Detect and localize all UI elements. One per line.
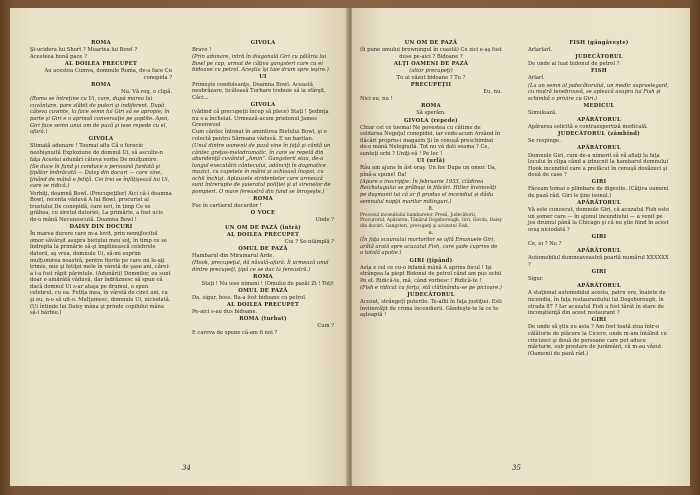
text-paragraph: Da, sigur, boss. Ba-a fost bidoane cu petrol. — [192, 294, 307, 301]
text-paragraph: Chiar cel ce toemai Ne povestea cu câtime de soldarea Negoţul conopidei, iar vede-acum Arzând în flăcări propriu-i magazin Şi în cenuşă preschimbat de-o mână Nelegiuită. Tot nu vă dati seama ? Ce, sunteţi orbi ? Uniţi-vă ! Pe loc ! — [360, 124, 501, 157]
text-paragraph: Şi-ucidera lui Short ? Moartea lui Bowl ? — [30, 47, 138, 54]
text-paragraph: Cum cântec întonat în amintirea Bietului Bowl, şi o colectă pentru Sărmana văduvă. E un baritan. — [192, 129, 327, 142]
speaker-name: GIVOLA (repede) — [403, 117, 459, 124]
speaker-name: APĂRĂTORUL — [577, 283, 621, 290]
text-paragraph: Vă este cunoscut, domnule Giri, că acuzatul Fish este un şomer care — în ajunul incendiului — a venit pe jos drumul până la Chicago şi că nu ştie fiind în acest oraş niciodată ? — [528, 207, 670, 234]
text-paragraph: Tu ai văzut bidoane ? Tu ? — [396, 74, 466, 81]
text-paragraph: Acesteea bună pace ? — [30, 54, 87, 61]
speaker-name: ROMA — [421, 103, 441, 110]
text-paragraph: Ce, ei ? Nu ? — [528, 241, 562, 248]
left-page-column-2 — [192, 40, 334, 338]
speaker-name: APĂRĂTORUL — [577, 200, 621, 207]
speaker-name: UI — [259, 74, 267, 81]
text-paragraph: E careva de spune că-am fi noi ? — [192, 330, 278, 337]
text-paragraph: Nici eu, nu ! — [360, 96, 393, 103]
speaker-name: ROMA — [253, 273, 273, 280]
speaker-name: AL DOILEA PRECUPET — [64, 61, 138, 68]
speaker-name: ROMA — [253, 196, 273, 203]
text-paragraph: Stimată adunare ! Toemai aflu Că o ferocie neobişnuită Exploziune de domnul Ui, să asculte-n faţa Acestei adunări câteva vorbe De mulţumire. — [30, 143, 163, 163]
text-paragraph: (La un semn al judecătorului, un medic supraelegant, cu mutră tenebroasă, se apleacă asupra lui Fish şi schimbă o privire cu Giri.) — [528, 82, 669, 102]
speaker-name: MEDICUL — [583, 102, 615, 109]
speaker-name: UN OM DE PAZĂ (intră) — [224, 224, 301, 231]
text-paragraph: Râu am ajuns în ăst oraş. Un foc Dupa un omor. Da, pînă-a spune! Da! — [360, 165, 497, 178]
text-paragraph: Bravo ! — [192, 47, 212, 54]
speaker-name: GIVOLA — [250, 101, 276, 108]
text-paragraph: (Apare o inscripţie: În februarie 1933, clădirea Reichstagului se prăbuşi în flăcări. Hitler învinovăţi pe duşmanii lui că ar fi produs el incendiul şi dădu semnalul nopţii marilor mitinguri.) — [360, 178, 497, 205]
right-page-number: 35 — [512, 464, 521, 472]
text-paragraph: Vorbiţi, doamnă Bowl. (Precupeţilor) Aici câ-i doamna Bowl, recenta văduvă A lui Bowl, procurist al trustului De conopidă, care ieri, în timp Ce se grăbea, cu siretul datoriei, La primărie, a fost ucis de-o mână Necunoscută. Doamna Bowl ! — [30, 190, 172, 223]
speaker-name: OMUL DE PAZĂ — [238, 245, 288, 252]
speaker-name: PRECUPEŢII — [410, 82, 452, 89]
left-page-column-1 — [30, 40, 172, 317]
text-paragraph: Staţi ! Nu iese nimeni ! (Omului de pază) Zi ! Toţi! — [201, 280, 334, 287]
text-paragraph: Simulează. — [528, 109, 557, 116]
text-paragraph: (Hook, precupeţul, dă năvală-afară. Îi urmează unul dintre precupeţi, ţipă ce se duc la fereastră.) — [192, 260, 329, 273]
text-paragraph: (Prin adunare, intră în diagonală Giri cu pălăria lui Bowl pe cap, urmat de câţiva gangsteri care cu ei bidoane cu petrol. Aceştia îşi taie drum spre ieşire.) — [192, 54, 329, 74]
speaker-name: AL DOILEA PRECUPET — [226, 231, 300, 238]
speaker-name: JUDECĂTORUL (zâmbind) — [558, 131, 640, 138]
text-paragraph: Primeşte condoleanţe, Doamna Bowl. Această neobrăzare, ticăloasă Turbare trebuie să ia sfârşit, Căci... — [192, 81, 326, 101]
text-paragraph: (altor precupeţi) — [409, 67, 453, 74]
speaker-name: GIRI — [591, 234, 607, 241]
text-paragraph: Cum ? — [317, 323, 334, 330]
text-paragraph: Unde ? — [315, 217, 334, 224]
text-paragraph: Automobilul dumneavoastră poartă numărul XXXXXX ? — [528, 255, 669, 268]
speaker-name: APĂRĂTORUL — [577, 145, 621, 152]
speaker-name: FISH (gângăveşte) — [569, 40, 629, 46]
speaker-name: JUDECĂTORUL — [575, 54, 623, 61]
text-paragraph: a. — [428, 230, 434, 237]
speaker-name: DAISY DIN DOCURI — [69, 224, 133, 231]
right-page — [352, 8, 690, 486]
speaker-name: UN OM DE PAZĂ — [404, 40, 458, 46]
speaker-name: AL DOILEA PRECUPET — [226, 302, 300, 309]
speaker-name: APĂRĂTORUL — [577, 117, 621, 124]
text-paragraph: Apărarea solicită o contraexpertiză medicală. — [528, 124, 648, 131]
text-paragraph: (vădind că precupeţii încep să plece) Staţi ! Şedinţa nu s-a încheiat. Urmează-acum prietenul James Greenwool — [192, 108, 329, 129]
text-paragraph: Acuzat, strângeţi puterile. Te-aflii în faţa justiţiei. Esti învinovăţit de crima incendierii. Gândeşte-te la ce te aşteaptă ! — [360, 299, 502, 319]
text-paragraph: Nu. Vă rog, o clipă. — [121, 89, 172, 96]
text-paragraph: Pe-aici s-au dus bidoane. — [192, 309, 258, 316]
text-paragraph: În marea durere care m-a lovit, prin nemijlocitul omor săvârşit asupra bietului meu soţ, în timp ce se îndrepta la primărie să-şi împlinească celebrele datorii, aş vrea, domnule Ui, să-mi exprim mulţumirea noastră, pentru florile pe care mi le-aţi trimis, mie şi fetiţei mele în vârstă de şase ani, cărei-a i-a fost răpit părintele. (Adunării) Domnilor, eu sunt doar o amărâtă văduvă, dar îndrăznesc să spun că dacă domnul Ui s-ar ataşa pe drumul, o spun celebrul, cu ea. Fetiţa mea, în vârstă de cinci ani, ca şi eu, n-o să uit-o. Mulţumesc, domnule Ui, niciodată. (Ui întinde lui Daisy mâna şi prinde copilului mâna să-i bărbie.) — [30, 231, 171, 317]
speaker-name: ALŢI OAMENI DE PAZĂ — [393, 60, 469, 67]
speaker-name: GIRI — [591, 179, 607, 186]
text-paragraph: Se respinge. — [528, 138, 561, 145]
speaker-name: GIVOLA — [88, 136, 114, 143]
speaker-name: JUDECĂTORUL — [407, 291, 455, 298]
left-page — [10, 8, 348, 486]
text-paragraph: Foc în cartierul docurilor ! — [192, 203, 262, 210]
speaker-name: GIRI — [591, 317, 607, 324]
text-paragraph: Arlarlarl. — [528, 47, 552, 54]
text-paragraph: Domnule Giri, cum de-a nimerit să vă aflaţi la faţa locului în clipa când a izbucnit la hambarul domnului Hook incendiul care a prefăcut în cenuşă douăzeci şi două de case ? — [528, 152, 669, 179]
text-paragraph: (Roma se întreţine cu Ui, care, după marea lui cuvântare, pare slăbit de puteri şi indiferent. După câteva cuvinte, la face semn lui Giri să se apropie; în parte şi Giri e o aprinsă conversaţie pe şoptite. Apoi, Giri face semn unui om de pază şi iese repede cu el, afară.) — [30, 96, 170, 136]
text-paragraph: Arlarl. — [528, 75, 545, 82]
right-page-column-1 — [360, 40, 502, 319]
text-paragraph: (Fish e ridicat cu forţa, stă clătinându-se pe picioare.) — [360, 284, 502, 291]
text-paragraph: (Unul dintre oamenii de pază vine în faţă şi cântă un cântec greţos-melodramatic, în care se repetă din abundenţă cuvântul „Amin”. Gangsterii stau, de-a lungul executării cântecului, adânciţi în dogmatice muzici, cu capetele în mâini şi ochioasă înapoi, cu ochii închişi. Aplauzele stridentelor care urmează sunt întrerupte de şuieratul poliţiei şi al sirenelor de pompieri. O mare fereastră din fund se înroşeşte.) — [192, 142, 331, 196]
text-paragraph: De unde ai luat bidonul de petrol ? — [528, 61, 620, 68]
text-paragraph: (În faţa scaunului martorilor se află Emanuele Giri, arătă arată spre acuzatul Fish, care şade cuprins de o totală apatie.) — [360, 237, 498, 257]
left-page-number: 34 — [182, 464, 191, 472]
right-page-column-2 — [528, 40, 670, 358]
speaker-name: FISH — [591, 68, 607, 75]
text-paragraph: (îi pune omului browningul în coastă) Ce zici e-aş fost duse pe-aici ? Bidoane ? — [360, 47, 502, 60]
speaker-name: GIRI — [591, 269, 607, 276]
text-paragraph: Făceam tomai o plimbare de digestie. (Câţiva oameni de pază râd. Giri le ţine isonul.) — [528, 186, 669, 200]
text-paragraph: Hambarul din Miramarul Arde. — [192, 252, 274, 259]
speaker-name: GIRI (ţipând) — [409, 257, 453, 264]
speaker-name: OMUL DE PAZĂ — [238, 287, 288, 294]
text-paragraph: Eu, nu. — [483, 89, 502, 96]
speaker-name: ROMA (turbat) — [239, 316, 287, 323]
speaker-name: UI (urlă) — [416, 158, 446, 165]
text-paragraph: 8. — [428, 205, 434, 212]
text-paragraph: Să sperăm. — [416, 110, 446, 117]
speaker-name: ROMA — [91, 82, 111, 89]
text-paragraph: De unde să ştiu eu asta ? Am fost toată ziua într-o călătorie de plăcere la Cicero, unde m-am întâlnit cu cincizeci şi două de persoane care pot aduce mărturie, sub prestare de jurământ, că m-au văzut. (Oamenii de pază râd.) — [528, 324, 667, 357]
text-paragraph: Sigur. — [528, 276, 544, 283]
speaker-name: ROMA — [91, 40, 111, 46]
text-paragraph: (Se duce în fund şi conduce o persoană fardată şi ţipător îmbrăcată — Daisy din docuri — care vine, ţinând de mână o fetiţă. Cei trei se înfăţişează lui Ui, care se ridică.) — [30, 163, 170, 190]
text-paragraph: Asta e cel ce cu-o infamă mână A aprins focul ! Işi strângea la piept Bidonul de petrol când am pus ochii Pe el. Ridică-te, mă, când vorbesc ! Ridică-te ! — [360, 264, 502, 284]
text-paragraph: A staţionat automobilul acesta, patru ore, înainte de incendiu, în faţa restaurantului lui Dogsborough, în strada 87 ? Iar acuzatul Fish a fost târât în stare de inconştienţă din acest restaurant ? — [528, 290, 666, 317]
speaker-name: GIVOLA — [250, 40, 276, 46]
text-paragraph: Cui ? Se-ntâmplă ? — [284, 238, 334, 245]
speaker-name: O VOCE — [250, 210, 276, 217]
text-paragraph: Procesul incendiului hambarelor. Presă, Judecătorii, Procurorul, Apărarea, Tânărul Dogsborough, Giri, Givola, Daisy din docuri. Gangsteri, precupeţi şi acuzatul Fish. — [360, 212, 502, 230]
text-paragraph: Au acestea Cumva, domnule Roma, de-a face Cu conopida ? — [44, 68, 172, 81]
speaker-name: APĂRĂTORUL — [577, 248, 621, 255]
